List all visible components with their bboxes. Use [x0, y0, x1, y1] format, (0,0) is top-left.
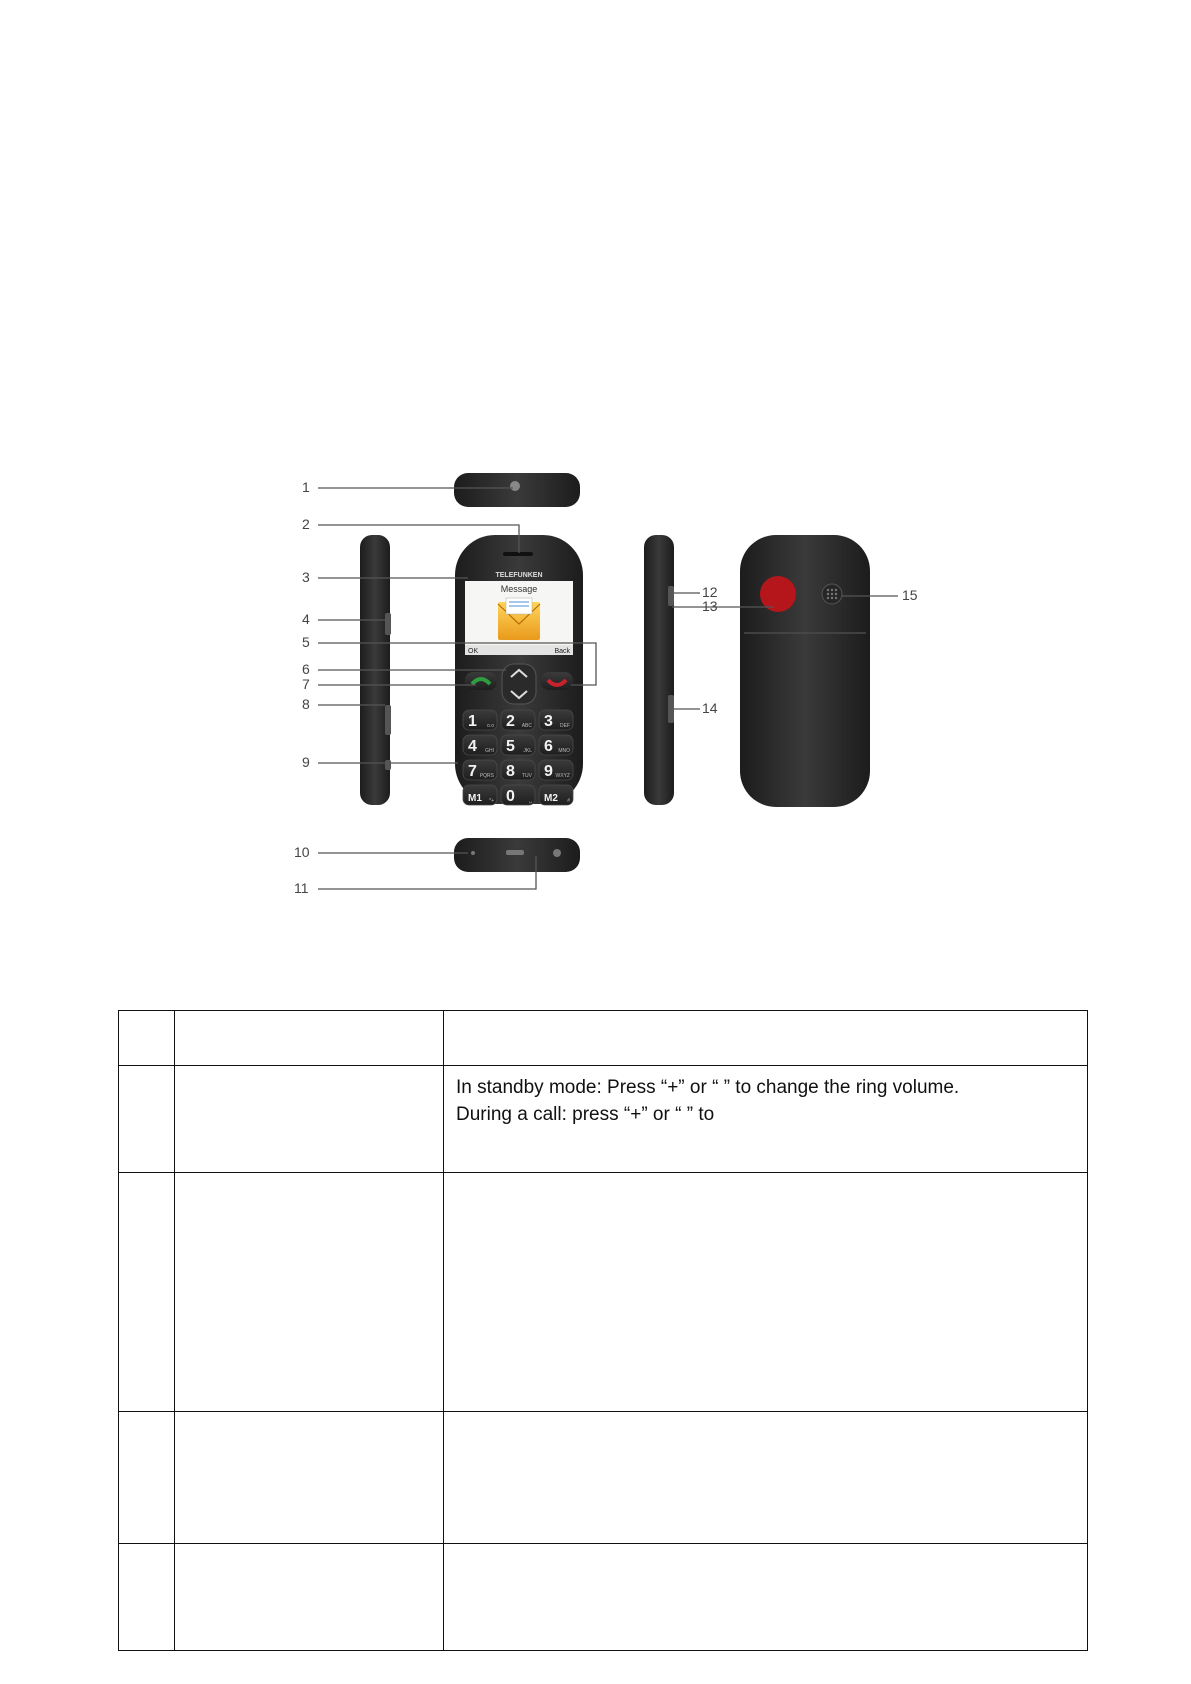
cell-number	[119, 1544, 175, 1651]
softkey-right-label: Back	[554, 648, 570, 655]
keypad-key	[539, 710, 573, 730]
table-row	[119, 1412, 1088, 1544]
keypad-digit: 6	[544, 738, 553, 755]
callout-7: 7	[302, 676, 310, 692]
keypad-letters: PQRS	[479, 773, 494, 779]
volume-button	[385, 613, 391, 635]
table-row	[119, 1066, 1088, 1173]
keypad-letters: ABC	[521, 723, 532, 729]
callout-8: 8	[302, 696, 310, 712]
keypad-digit: 4	[468, 738, 477, 755]
keypad-letters: GHI	[485, 748, 494, 754]
cell-number	[119, 1066, 175, 1173]
cell-number	[119, 1412, 175, 1544]
keypad-digit: 1	[468, 713, 477, 730]
keypad-key	[501, 735, 535, 755]
phone-right-side-view	[644, 535, 674, 805]
side-switch	[385, 705, 391, 735]
speaker-icon	[822, 584, 842, 604]
callout-12: 12	[702, 584, 718, 600]
keypad-letters: TUV	[522, 773, 532, 779]
keypad-letters: DEF	[560, 723, 570, 729]
envelope-icon	[498, 598, 540, 640]
screen-title: Message	[500, 584, 538, 594]
callout-5: 5	[302, 634, 310, 650]
keypad-key	[463, 710, 497, 730]
cell-name	[175, 1412, 444, 1544]
cell-number	[119, 1173, 175, 1412]
cell-description	[444, 1412, 1088, 1544]
table-row	[119, 1011, 1088, 1066]
cell-description	[444, 1173, 1088, 1412]
keypad-key	[501, 710, 535, 730]
callout-2: 2	[302, 516, 310, 532]
callout-15: 15	[902, 587, 918, 603]
cell-name	[175, 1066, 444, 1173]
keypad-digit: M2	[544, 793, 558, 804]
keypad-key	[539, 735, 573, 755]
keypad-key	[463, 735, 497, 755]
cell-description	[444, 1544, 1088, 1651]
earpiece	[503, 552, 533, 556]
description-line: During a call: press “+” or “ ” to	[456, 1104, 715, 1125]
keypad-digit: 7	[468, 763, 477, 780]
cell-name	[175, 1011, 444, 1066]
callout-11: 11	[294, 880, 309, 896]
callout-1: 1	[302, 479, 310, 495]
cell-description	[444, 1011, 1088, 1066]
keypad-digit: 5	[506, 738, 515, 755]
table-row	[119, 1544, 1088, 1651]
cell-description	[444, 1066, 1088, 1173]
key-function-table	[118, 1010, 1088, 1651]
callout-10: 10	[294, 844, 310, 860]
callout-14: 14	[702, 700, 718, 716]
softkey-left-label: OK	[468, 648, 479, 655]
keypad-letters: MNO	[558, 748, 570, 754]
description-line: In standby mode: Press “+” or “ ” to change the ring volume.	[456, 1077, 960, 1098]
table-row	[119, 1173, 1088, 1412]
keypad-letters: WXYZ	[555, 773, 570, 779]
callout-6: 6	[302, 661, 310, 677]
cell-number	[119, 1011, 175, 1066]
keypad-digit: 0	[506, 788, 515, 805]
keypad-key	[463, 785, 497, 805]
keypad-letters: #	[567, 798, 570, 804]
callout-4: 4	[302, 611, 310, 627]
keypad-digit: 8	[506, 763, 515, 780]
keypad-digit: M1	[468, 793, 482, 804]
keypad-key	[539, 785, 573, 805]
cell-name	[175, 1544, 444, 1651]
callout-9: 9	[302, 754, 310, 770]
keypad-letters: *+	[489, 798, 494, 804]
phone-bottom-view	[454, 838, 580, 872]
cell-name	[175, 1173, 444, 1412]
end-key	[541, 672, 573, 690]
callout-13: 13	[702, 598, 718, 614]
keypad-key	[501, 760, 535, 780]
phone-back-view	[740, 535, 870, 807]
callout-3: 3	[302, 569, 310, 585]
keypad-letters: ␣	[528, 798, 532, 804]
keypad-key	[539, 760, 573, 780]
keypad-digit: 3	[544, 713, 553, 730]
keypad-digit: 9	[544, 763, 553, 780]
keypad-letters: o.o	[487, 723, 494, 729]
keypad-key	[463, 760, 497, 780]
brand-label: TELEFUNKEN	[495, 572, 543, 579]
keypad-key	[501, 785, 535, 805]
phone-top-view	[454, 473, 580, 507]
keypad-digit: 2	[506, 713, 515, 730]
keypad-letters: JKL	[523, 748, 532, 754]
